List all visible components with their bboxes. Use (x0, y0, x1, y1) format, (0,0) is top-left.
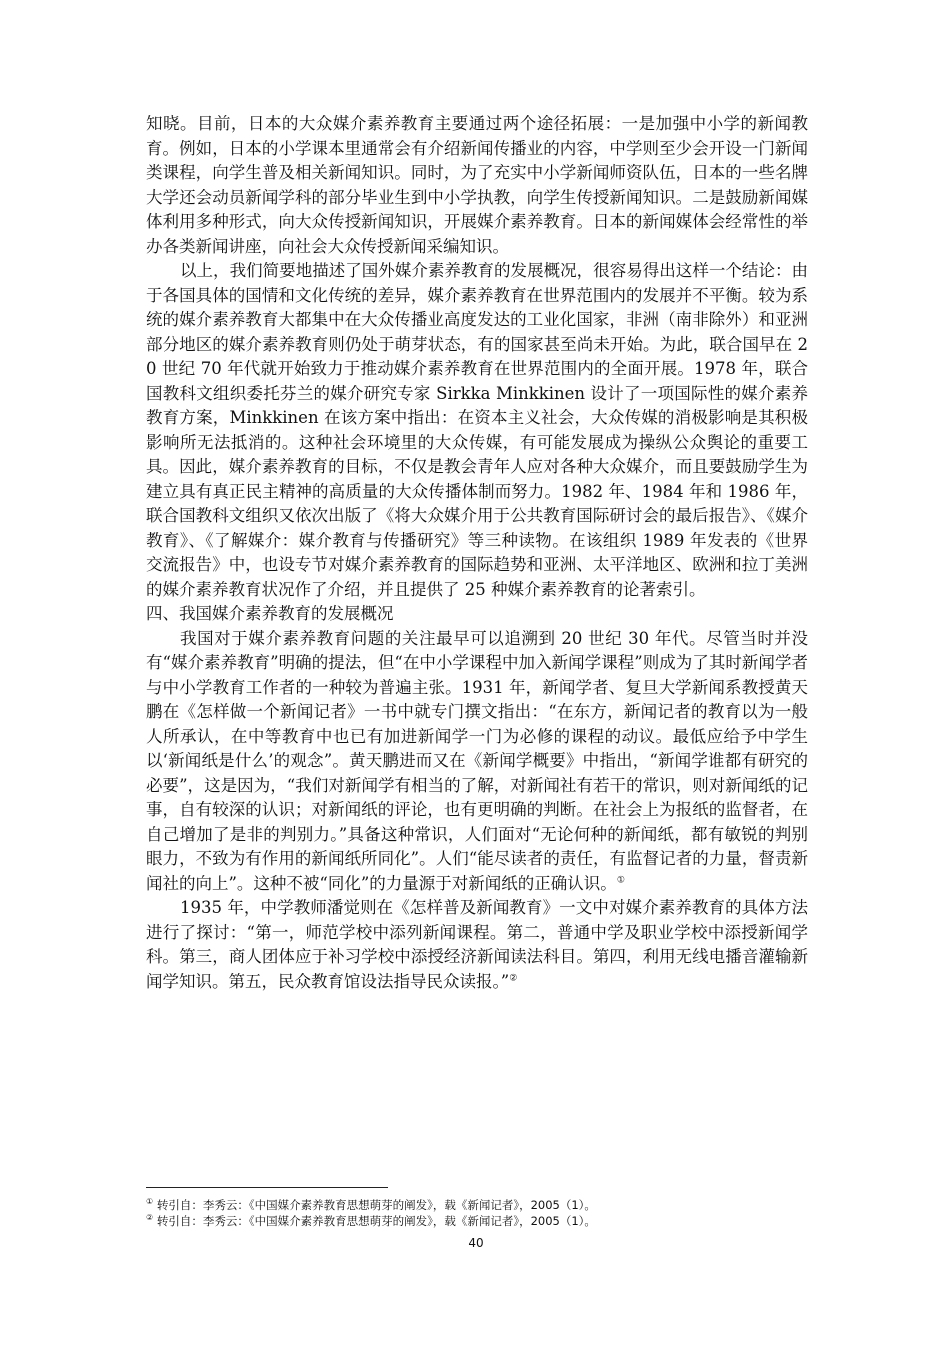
paragraph-1935-methods-text: 1935 年，中学教师潘觉则在《怎样普及新闻教育》一文中对媒介素养教育的具体方法进行了探讨：“第一，师范学校中添列新闻课程。第二，普通中学及职业学校中添授新闻学科。第三，商人团体应于补习学校中添授经济新闻读法科目。第四，利用无线电播音灌输新闻学知识。第五，民众教育馆设法指导民众读报。” (146, 898, 808, 991)
paragraph-1935-methods (146, 896, 808, 994)
paragraph-china-history-text: 我国对于媒介素养教育问题的关注最早可以追溯到 20 世纪 30 年代。尽管当时并没有“媒介素养教育”明确的提法，但“在中小学课程中加入新闻学课程”则成为了其时新闻学者与中小学教育工作者的一种较为普遍主张。1931 年，新闻学者、复旦大学新闻系教授黄天鹏在《怎样做一个新闻记者》一书中就专门撰文指出：“在东方，新闻记者的教育以为一般人所承认，在中等教育中也已有加进新闻学一门为必修的课程的动议。最低应给予中学生以‘新闻纸是什么’的观念”。黄天鹏进而又在《新闻学概要》中指出，“新闻学谁都有研究的必要”，这是因为，“我们对新闻学有相当的了解，对新闻社有若干的常识，则对新闻纸的记事，自有较深的认识；对新闻纸的评论，也有更明确的判断。在社会上为报纸的监督者，在自己增加了是非的判别力。”具备这种常识，人们面对“无论何种的新闻纸，都有敏锐的判别眼力，不致为有作用的新闻纸所同化”。人们“能尽读者的责任，有监督记者的力量，督责新闻社的向上”。这种不被“同化”的力量源于对新闻纸的正确认识。 (146, 628, 808, 893)
footnote-divider (146, 1187, 388, 1188)
footnote-mark-1: ① (146, 1197, 154, 1207)
section-heading: 四、我国媒介素养教育的发展概况 (146, 604, 394, 623)
body-text (146, 112, 808, 994)
footnote-mark-2: ② (146, 1213, 154, 1223)
footnote-ref-2[interactable]: ② (509, 973, 518, 983)
footnote-1 (146, 1197, 808, 1213)
footnotes (146, 1197, 808, 1229)
footnote-2 (146, 1213, 808, 1229)
footnote-2-text: 转引自：李秀云：《中国媒介素养教育思想萌芽的阐发》，载《新闻记者》，2005（1）。 (156, 1214, 596, 1228)
footnote-ref-1[interactable]: ① (616, 875, 625, 885)
page-number: 40 (468, 1236, 484, 1250)
paragraph-japan-media-education: 知晓。目前，日本的大众媒介素养教育主要通过两个途径拓展：一是加强中小学的新闻教育。例如，日本的小学课本里通常会有介绍新闻传播业的内容，中学则至少会开设一门新闻类课程，向学生普及相关新闻知识。同时，为了充实中小学新闻师资队伍，日本的一些名牌大学还会动员新闻学科的部分毕业生到中小学执教，向学生传授新闻知识。二是鼓励新闻媒体利用多种形式，向大众传授新闻知识，开展媒介素养教育。日本的新闻媒体会经常性的举办各类新闻讲座，向社会大众传授新闻采编知识。 (146, 114, 808, 256)
footnote-1-text: 转引自：李秀云：《中国媒介素养教育思想萌芽的阐发》，载《新闻记者》，2005（1）。 (156, 1198, 596, 1212)
paragraph-china-history (146, 627, 808, 897)
paragraph-international-overview: 以上，我们简要地描述了国外媒介素养教育的发展概况，很容易得出这样一个结论：由于各国具体的国情和文化传统的差异，媒介素养教育在世界范围内的发展并不平衡。较为系统的媒介素养教育大都集中在大众传播业高度发达的工业化国家，非洲（南非除外）和亚洲部分地区的媒介素养教育则仍处于萌芽状态，有的国家甚至尚未开始。为此，联合国早在 20 世纪 70 年代就开始致力于推动媒介素养教育在世界范围内的全面开展。1978 年，联合国教科文组织委托芬兰的媒介研究专家 Sirkka Minkkinen 设计了一项国际性的媒介素养教育方案，Minkkinen 在该方案中指出：在资本主义社会，大众传媒的消极影响是其积极影响所无法抵消的。这种社会环境里的大众传媒，有可能发展成为操纵公众舆论的重要工具。因此，媒介素养教育的目标，不仅是教会青年人应对各种大众媒介，而且要鼓励学生为建立具有真正民主精神的高质量的大众传播体制而努力。1982 年、1984 年和 1986 年，联合国教科文组织又依次出版了《将大众媒介用于公共教育国际研讨会的最后报告》、《媒介教育》、《了解媒介：媒介教育与传播研究》等三种读物。在该组织 1989 年发表的《世界交流报告》中，也设专节对媒介素养教育的国际趋势和亚洲、太平洋地区、欧洲和拉丁美洲的媒介素养教育状况作了介绍，并且提供了 25 种媒介素养教育的论著索引。 (146, 261, 808, 599)
